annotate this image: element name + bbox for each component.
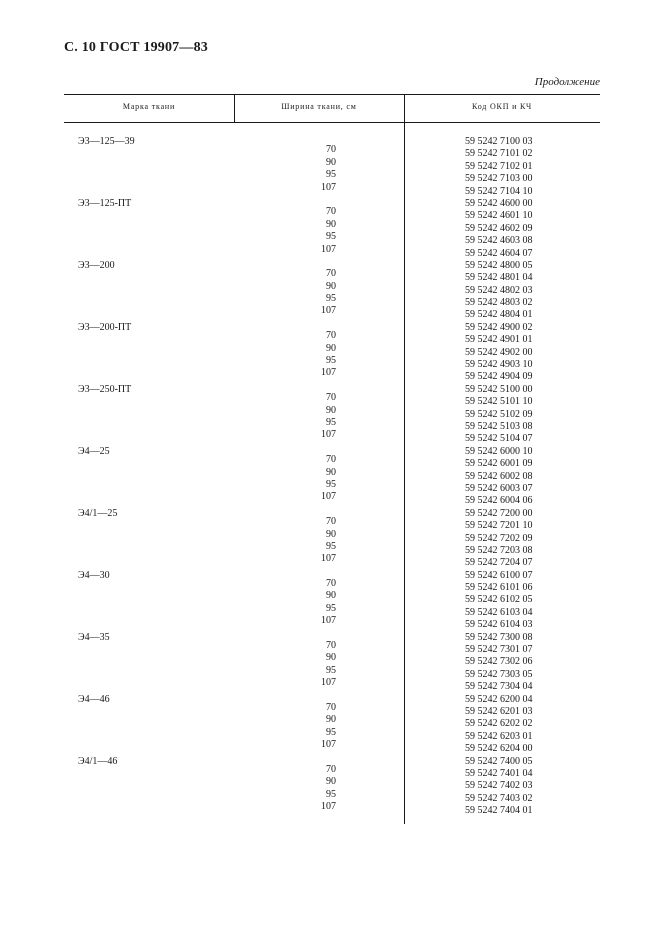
fabric-width: 90 <box>326 156 336 168</box>
fabric-width: 95 <box>326 231 336 243</box>
fabric-width: 90 <box>326 404 336 416</box>
okp-code: 59 5242 7104 10 <box>465 185 533 197</box>
okp-code: 59 5242 6202 02 <box>465 718 533 730</box>
okp-code: 59 5242 4803 02 <box>465 297 533 309</box>
okp-code: 59 5242 7302 06 <box>465 656 533 668</box>
okp-code: 59 5242 6101 06 <box>465 582 533 594</box>
fabric-width: 107 <box>321 243 336 255</box>
okp-code: 59 5242 6100 07 <box>465 569 533 581</box>
fabric-width: 90 <box>326 280 336 292</box>
table-row <box>64 491 600 507</box>
table-row <box>64 181 600 198</box>
okp-code: 59 5242 7300 08 <box>465 631 533 643</box>
okp-code: 59 5242 7102 01 <box>465 160 533 172</box>
table-row <box>64 801 600 817</box>
fabric-width: 107 <box>321 615 336 627</box>
okp-code: 59 5242 7304 04 <box>465 681 533 693</box>
fabric-grade: Э3—200 <box>78 259 115 271</box>
okp-code: 59 5242 4800 05 <box>465 259 533 271</box>
column-header-code: Код ОКП и КЧ <box>472 102 532 111</box>
okp-code: 59 5242 4902 00 <box>465 346 533 358</box>
okp-code: 59 5242 7403 02 <box>465 792 533 804</box>
okp-code: 59 5242 7301 07 <box>465 644 533 656</box>
okp-code: 59 5242 5103 08 <box>465 420 533 432</box>
fabric-width: 95 <box>326 293 336 305</box>
okp-code: 59 5242 4801 04 <box>465 272 533 284</box>
fabric-grade: Э4/1—25 <box>78 507 118 519</box>
fabric-width: 95 <box>326 355 336 367</box>
fabric-width: 70 <box>326 701 336 713</box>
fabric-grade: Э4—46 <box>78 693 110 705</box>
table-body <box>64 136 600 817</box>
okp-code: 59 5242 7201 10 <box>465 520 533 532</box>
okp-code: 59 5242 4604 07 <box>465 247 533 259</box>
fabric-width: 70 <box>326 206 336 218</box>
fabric-width: 70 <box>326 763 336 775</box>
okp-code: 59 5242 6201 03 <box>465 705 533 717</box>
table-row <box>64 429 600 445</box>
okp-code: 59 5242 6000 10 <box>465 445 533 457</box>
fabric-width: 90 <box>326 652 336 664</box>
okp-code: 59 5242 6004 06 <box>465 495 533 507</box>
fabric-grade: Э4—35 <box>78 631 110 643</box>
fabric-width: 107 <box>321 181 336 193</box>
fabric-width: 107 <box>321 553 336 565</box>
okp-code: 59 5242 4600 00 <box>465 197 533 209</box>
okp-code: 59 5242 6200 04 <box>465 693 533 705</box>
okp-code: 59 5242 7402 03 <box>465 780 533 792</box>
okp-code: 59 5242 7200 00 <box>465 507 533 519</box>
fabric-grade: Э3—125-ПТ <box>78 197 132 209</box>
okp-code: 59 5242 7401 04 <box>465 767 533 779</box>
table-row <box>64 677 600 693</box>
fabric-width: 95 <box>326 788 336 800</box>
fabric-grade: Э3—200-ПТ <box>78 321 132 333</box>
okp-code: 59 5242 4900 02 <box>465 321 533 333</box>
fabric-width: 90 <box>326 218 336 230</box>
okp-code: 59 5242 4603 08 <box>465 235 533 247</box>
fabric-width: 90 <box>326 342 336 354</box>
table-top-rule <box>64 94 600 95</box>
okp-code: 59 5242 6104 03 <box>465 619 533 631</box>
okp-code: 59 5242 4904 09 <box>465 371 533 383</box>
okp-code: 59 5242 7400 05 <box>465 755 533 767</box>
table-row <box>64 305 600 321</box>
fabric-width: 107 <box>321 739 336 751</box>
okp-code: 59 5242 7303 05 <box>465 668 533 680</box>
table-row <box>64 553 600 569</box>
fabric-width: 95 <box>326 602 336 614</box>
fabric-width: 95 <box>326 478 336 490</box>
fabric-width: 70 <box>326 392 336 404</box>
fabric-width: 70 <box>326 578 336 590</box>
okp-code: 59 5242 7100 03 <box>465 136 533 147</box>
fabric-grade: Э4/1—46 <box>78 755 118 767</box>
fabric-width: 107 <box>321 429 336 441</box>
fabric-width: 70 <box>326 144 336 156</box>
fabric-width: 95 <box>326 540 336 552</box>
okp-code: 59 5242 5102 09 <box>465 408 533 420</box>
okp-code: 59 5242 7101 02 <box>465 148 533 160</box>
okp-code: 59 5242 7204 07 <box>465 557 533 569</box>
okp-code: 59 5242 6003 07 <box>465 482 533 494</box>
okp-code: 59 5242 6002 08 <box>465 470 533 482</box>
fabric-width: 107 <box>321 491 336 503</box>
fabric-width: 107 <box>321 801 336 813</box>
fabric-width: 90 <box>326 776 336 788</box>
continuation-label: Продолжение <box>534 76 600 88</box>
okp-code: 59 5242 4602 09 <box>465 222 533 234</box>
fabric-width: 90 <box>326 714 336 726</box>
okp-code: 59 5242 6103 04 <box>465 606 533 618</box>
fabric-grade: Э3—125—39 <box>78 136 135 147</box>
fabric-width: 70 <box>326 268 336 280</box>
okp-code: 59 5242 4802 03 <box>465 284 533 296</box>
fabric-width: 95 <box>326 664 336 676</box>
fabric-width: 107 <box>321 677 336 689</box>
fabric-grade: Э3—250-ПТ <box>78 383 132 395</box>
page-header: С. 10 ГОСТ 19907—83 <box>64 40 208 55</box>
fabric-width: 90 <box>326 528 336 540</box>
okp-code: 59 5242 7404 01 <box>465 805 533 817</box>
fabric-width: 95 <box>326 416 336 428</box>
okp-code: 59 5242 7103 00 <box>465 173 533 185</box>
okp-code: 59 5242 6204 00 <box>465 743 533 755</box>
okp-code: 59 5242 4804 01 <box>465 309 533 321</box>
fabric-width: 107 <box>321 367 336 379</box>
fabric-width: 70 <box>326 454 336 466</box>
fabric-grade: Э4—25 <box>78 445 110 457</box>
okp-code: 59 5242 5104 07 <box>465 433 533 445</box>
okp-code: 59 5242 4903 10 <box>465 359 533 371</box>
table-row <box>64 367 600 383</box>
table-row <box>64 739 600 755</box>
fabric-width: 107 <box>321 305 336 317</box>
okp-code: 59 5242 7202 09 <box>465 532 533 544</box>
fabric-width: 90 <box>326 590 336 602</box>
okp-code: 59 5242 4901 01 <box>465 334 533 346</box>
table-row <box>64 243 600 260</box>
fabric-width: 95 <box>326 726 336 738</box>
table-row <box>64 615 600 631</box>
fabric-width: 70 <box>326 330 336 342</box>
fabric-width: 70 <box>326 516 336 528</box>
okp-code: 59 5242 5101 10 <box>465 396 533 408</box>
okp-code: 59 5242 5100 00 <box>465 383 533 395</box>
column-header-width: Ширина ткани, см <box>281 102 357 111</box>
column-header-grade: Марка ткани <box>122 102 176 111</box>
table-header-rule <box>64 122 600 123</box>
fabric-width: 90 <box>326 466 336 478</box>
okp-code: 59 5242 7203 08 <box>465 544 533 556</box>
okp-code: 59 5242 6001 09 <box>465 458 533 470</box>
okp-code: 59 5242 4601 10 <box>465 210 533 222</box>
okp-code: 59 5242 6203 01 <box>465 730 533 742</box>
fabric-grade: Э4—30 <box>78 569 110 581</box>
okp-code: 59 5242 6102 05 <box>465 594 533 606</box>
fabric-width: 70 <box>326 640 336 652</box>
fabric-width: 95 <box>326 169 336 181</box>
